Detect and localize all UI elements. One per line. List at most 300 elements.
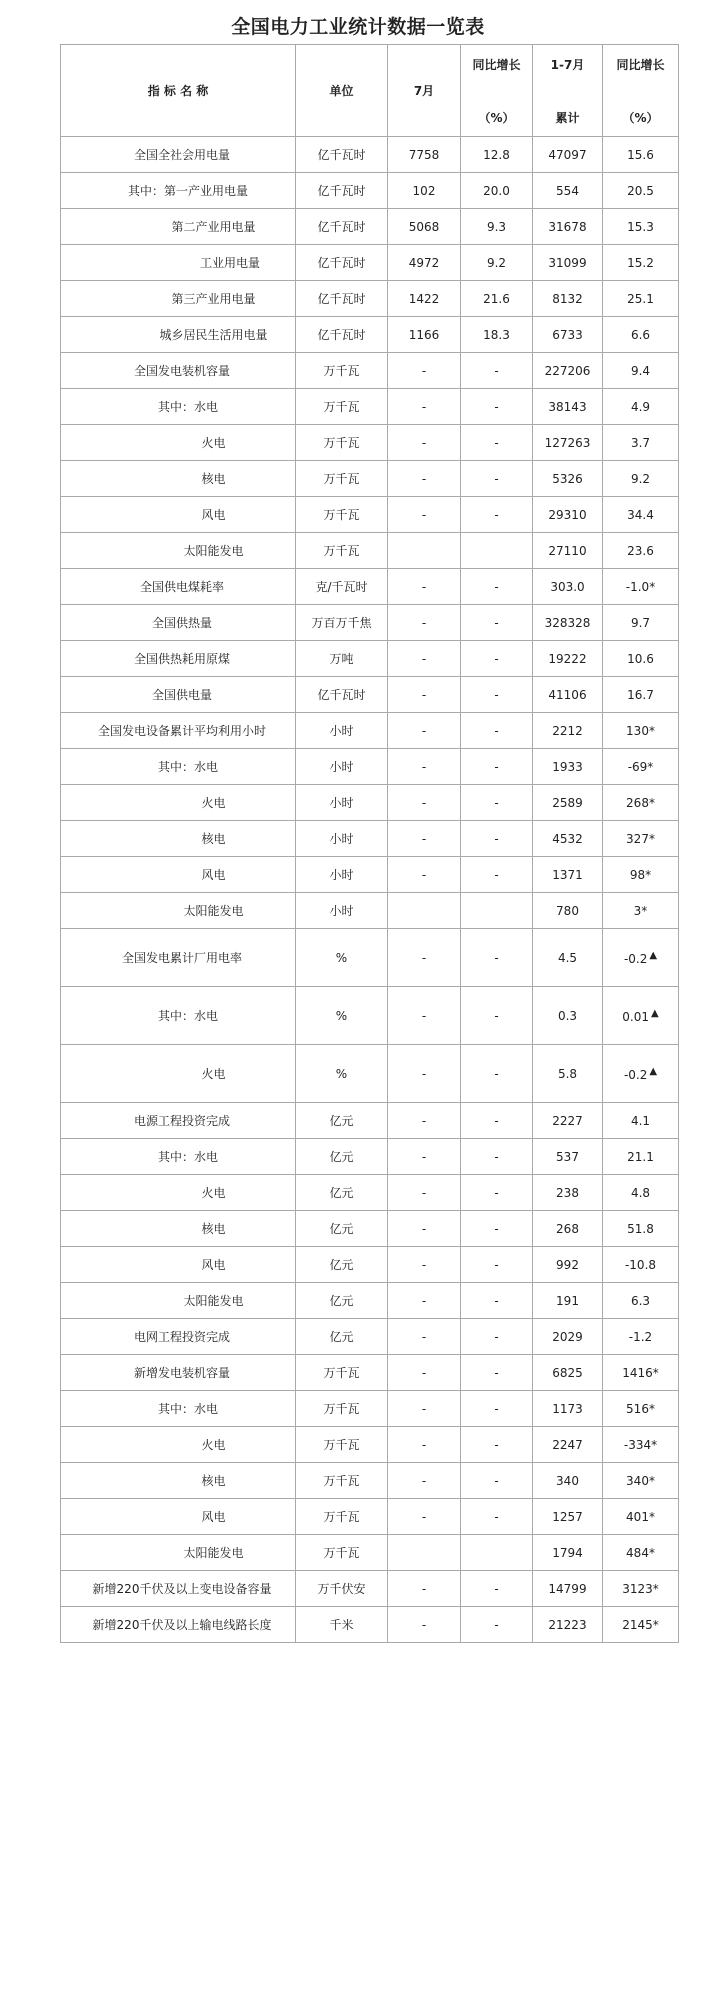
indicator-name-text: 全国发电累计厂用电率: [121, 951, 242, 965]
indicator-name-text: 全国供电量: [151, 688, 212, 702]
cumulative-yoy-value-text: 6.6: [630, 327, 651, 342]
table-row: [61, 1103, 679, 1139]
unit-cell-text: 亿元: [329, 1258, 354, 1272]
unit-cell-text: 万千瓦: [323, 400, 360, 414]
july-value: [388, 1139, 461, 1175]
cumulative-yoy-value: [603, 1283, 679, 1319]
header-cumulative-yoy-label: 同比增长: [616, 57, 665, 72]
july-yoy-value-text: 21.6: [483, 291, 510, 306]
july-yoy-value: [461, 317, 533, 353]
unit-cell: [296, 1247, 388, 1283]
july-value: [388, 641, 461, 677]
unit-cell-text: 亿千瓦时: [317, 328, 366, 342]
july-yoy-value-text: -: [494, 1473, 499, 1488]
header-july: 7月: [388, 45, 461, 137]
july-value: [388, 1045, 461, 1103]
unit-cell: [296, 353, 388, 389]
cumulative-value-text: 8132: [552, 291, 583, 306]
indicator-name-text: 其中：第一产业用电量: [127, 184, 248, 198]
july-yoy-value: [461, 425, 533, 461]
july-yoy-value: [461, 497, 533, 533]
cumulative-yoy-value-text: -334*: [623, 1437, 658, 1452]
july-yoy-value: [461, 1571, 533, 1607]
cumulative-yoy-value: [603, 857, 679, 893]
header-cumulative-period: 1-7月: [550, 57, 585, 72]
july-yoy-value: [461, 1103, 533, 1139]
unit-cell: [296, 987, 388, 1045]
table-body: [61, 137, 679, 1643]
cumulative-yoy-value: [603, 893, 679, 929]
july-yoy-value-text: -: [494, 687, 499, 702]
unit-cell-text: %: [335, 1008, 348, 1023]
july-value: [388, 1211, 461, 1247]
july-value-text: -: [421, 1149, 427, 1164]
july-value: [388, 1283, 461, 1319]
indicator-name: [61, 987, 296, 1045]
july-yoy-value-text: -: [494, 867, 499, 882]
indicator-name: [61, 1355, 296, 1391]
indicator-name: [61, 1571, 296, 1607]
july-value: [388, 497, 461, 533]
indicator-name-text: 太阳能发电: [183, 1294, 244, 1308]
july-yoy-value: [461, 1247, 533, 1283]
cumulative-yoy-value: [603, 713, 679, 749]
table-row: [61, 281, 679, 317]
july-yoy-value: [461, 785, 533, 821]
header-indicator-name: 指 标 名 称: [61, 45, 296, 137]
indicator-name-text: 火电: [201, 1438, 226, 1452]
unit-cell: [296, 749, 388, 785]
unit-cell-text: 小时: [329, 760, 354, 774]
table-row: [61, 1355, 679, 1391]
july-value-text: -: [421, 831, 427, 846]
cumulative-yoy-value-text: 340*: [626, 1473, 655, 1488]
header-july-yoy-label: 同比增长: [472, 57, 521, 72]
cumulative-yoy-value-text: 484*: [626, 1545, 655, 1560]
header-cumulative-label: 累计: [555, 110, 580, 125]
july-yoy-value: [461, 353, 533, 389]
indicator-name: [61, 1427, 296, 1463]
cumulative-value: [533, 137, 603, 173]
unit-cell: [296, 1211, 388, 1247]
july-value: [388, 713, 461, 749]
july-value: [388, 425, 461, 461]
july-yoy-value: [461, 137, 533, 173]
july-value-text: -: [421, 1329, 427, 1344]
cumulative-yoy-value: [603, 1211, 679, 1247]
indicator-name-text: 风电: [201, 1258, 226, 1272]
cumulative-value-text: 47097: [548, 147, 587, 162]
indicator-name: [61, 425, 296, 461]
july-value: [388, 1247, 461, 1283]
cumulative-yoy-value: [603, 461, 679, 497]
table-row: [61, 677, 679, 713]
cumulative-value-text: 268: [556, 1221, 579, 1236]
cumulative-value-text: 4532: [552, 831, 583, 846]
unit-cell-text: 万千伏安: [317, 1582, 366, 1596]
indicator-name: [61, 1391, 296, 1427]
cumulative-yoy-value: [603, 605, 679, 641]
table-row: [61, 857, 679, 893]
unit-cell: [296, 1175, 388, 1211]
indicator-name-text: 新增220千伏及以上输电线路长度: [92, 1618, 272, 1632]
unit-cell: [296, 1571, 388, 1607]
july-value: [388, 461, 461, 497]
unit-cell: [296, 497, 388, 533]
indicator-name-text: 火电: [201, 436, 226, 450]
unit-cell-text: 万千瓦: [323, 1474, 360, 1488]
unit-cell: [296, 317, 388, 353]
unit-cell-text: 万百万千焦: [311, 616, 372, 630]
indicator-name-text: 核电: [201, 832, 226, 846]
cumulative-value: [533, 605, 603, 641]
july-value: [388, 893, 461, 929]
unit-cell: [296, 1355, 388, 1391]
cumulative-value: [533, 821, 603, 857]
july-value: [388, 1391, 461, 1427]
cumulative-value-text: 1933: [552, 759, 583, 774]
indicator-name-text: 全国发电装机容量: [133, 364, 230, 378]
table-row: [61, 929, 679, 987]
unit-cell-text: 亿元: [329, 1330, 354, 1344]
july-yoy-value-text: -: [494, 723, 499, 738]
indicator-name: [61, 713, 296, 749]
cumulative-yoy-value-text: 3.7: [630, 435, 651, 450]
cumulative-yoy-value: [603, 137, 679, 173]
july-yoy-value: [461, 1283, 533, 1319]
table-row: [61, 1427, 679, 1463]
indicator-name: [61, 605, 296, 641]
indicator-name: [61, 749, 296, 785]
july-yoy-value-text: -: [494, 1066, 499, 1081]
cumulative-yoy-value-text: -0.2: [623, 951, 648, 966]
july-value-text: -: [421, 507, 427, 522]
july-yoy-value-text: -: [494, 579, 499, 594]
cumulative-value-text: 1794: [552, 1545, 583, 1560]
cumulative-value: [533, 641, 603, 677]
july-value: [388, 677, 461, 713]
cumulative-value: [533, 1319, 603, 1355]
cumulative-yoy-value-text: -1.0*: [625, 579, 656, 594]
july-value: [388, 987, 461, 1045]
table-row: [61, 569, 679, 605]
table-row: [61, 1175, 679, 1211]
table-row: [61, 245, 679, 281]
indicator-name: [61, 1283, 296, 1319]
july-value-text: -: [421, 435, 427, 450]
cumulative-yoy-value: [603, 209, 679, 245]
cumulative-value: [533, 1571, 603, 1607]
cumulative-yoy-value: [603, 749, 679, 785]
cumulative-yoy-value-text: 2145*: [622, 1617, 659, 1632]
july-yoy-value-text: 20.0: [483, 183, 510, 198]
july-value-text: -: [421, 1221, 427, 1236]
header-cumulative-yoy-unit: （%）: [622, 110, 659, 125]
july-value: [388, 929, 461, 987]
cumulative-value-text: 2029: [552, 1329, 583, 1344]
unit-cell: [296, 389, 388, 425]
unit-cell: [296, 1391, 388, 1427]
unit-cell: [296, 281, 388, 317]
cumulative-yoy-value: [603, 1607, 679, 1643]
july-value: [388, 1607, 461, 1643]
july-value-text: -: [421, 1113, 427, 1128]
cumulative-yoy-value-text: 3*: [633, 903, 648, 918]
cumulative-yoy-value: [603, 1319, 679, 1355]
header-cumulative-yoy: [603, 45, 679, 137]
july-yoy-value: [461, 245, 533, 281]
july-value-text: -: [421, 1401, 427, 1416]
cumulative-value-text: 2589: [552, 795, 583, 810]
cumulative-yoy-value: [603, 569, 679, 605]
cumulative-value-text: 31099: [548, 255, 587, 270]
cumulative-value-text: 127263: [544, 435, 591, 450]
indicator-name: [61, 1247, 296, 1283]
unit-cell-text: 千米: [329, 1618, 354, 1632]
table-row: [61, 389, 679, 425]
cumulative-value-text: 6733: [552, 327, 583, 342]
table-row: [61, 713, 679, 749]
cumulative-yoy-value: [603, 821, 679, 857]
indicator-name-text: 全国发电设备累计平均利用小时: [97, 724, 266, 738]
july-yoy-value: [461, 857, 533, 893]
cumulative-value: [533, 425, 603, 461]
cumulative-value-text: 6825: [552, 1365, 583, 1380]
unit-cell: [296, 173, 388, 209]
july-yoy-value: [461, 173, 533, 209]
july-value-text: -: [421, 471, 427, 486]
cumulative-value-text: 227206: [544, 363, 591, 378]
july-value: [388, 785, 461, 821]
july-value: [388, 137, 461, 173]
cumulative-value: [533, 1283, 603, 1319]
cumulative-yoy-value-text: 4.9: [630, 399, 651, 414]
unit-cell: [296, 1139, 388, 1175]
july-value-text: -: [421, 1293, 427, 1308]
cumulative-yoy-value: [603, 677, 679, 713]
july-yoy-value-text: -: [494, 651, 499, 666]
cumulative-yoy-value-text: 1416*: [622, 1365, 659, 1380]
cumulative-value: [533, 857, 603, 893]
indicator-name-text: 全国供电煤耗率: [139, 580, 224, 594]
indicator-name: [61, 1139, 296, 1175]
unit-cell-text: %: [335, 950, 348, 965]
table-row: [61, 1045, 679, 1103]
indicator-name-text: 风电: [201, 1510, 226, 1524]
indicator-name-text: 风电: [201, 868, 226, 882]
cumulative-value-text: 27110: [548, 543, 587, 558]
indicator-name: [61, 461, 296, 497]
unit-cell-text: 亿元: [329, 1186, 354, 1200]
unit-cell: [296, 569, 388, 605]
july-yoy-value-text: -: [494, 1221, 499, 1236]
july-value: [388, 281, 461, 317]
july-yoy-value-text: -: [494, 1365, 499, 1380]
july-yoy-value-text: -: [494, 1401, 499, 1416]
indicator-name-text: 太阳能发电: [183, 904, 244, 918]
unit-cell-text: 万千瓦: [323, 364, 360, 378]
cumulative-yoy-value: [603, 281, 679, 317]
july-yoy-value-text: -: [494, 1293, 499, 1308]
july-value-text: -: [421, 1365, 427, 1380]
cumulative-yoy-value-text: 4.8: [630, 1185, 651, 1200]
triangle-marker-icon: ▲: [649, 949, 658, 961]
july-yoy-value: [461, 1607, 533, 1643]
cumulative-yoy-value-text: 51.8: [627, 1221, 654, 1236]
july-yoy-value: [461, 1211, 533, 1247]
unit-cell: [296, 641, 388, 677]
unit-cell-text: 万吨: [329, 652, 354, 666]
indicator-name: [61, 245, 296, 281]
indicator-name-text: 其中：水电: [157, 400, 218, 414]
cumulative-yoy-value: [603, 929, 679, 987]
indicator-name-text: 其中：水电: [157, 1009, 218, 1023]
indicator-name-text: 核电: [201, 472, 226, 486]
cumulative-value: [533, 1211, 603, 1247]
indicator-name-text: 第三产业用电量: [171, 292, 256, 306]
triangle-marker-icon: ▲: [651, 1007, 659, 1019]
indicator-name: [61, 785, 296, 821]
table-row: [61, 1391, 679, 1427]
indicator-name-text: 火电: [201, 1067, 226, 1081]
cumulative-yoy-value: [603, 173, 679, 209]
unit-cell: [296, 1103, 388, 1139]
unit-cell: [296, 1045, 388, 1103]
indicator-name-text: 火电: [201, 1186, 226, 1200]
july-yoy-value-text: -: [494, 1257, 499, 1272]
unit-cell-text: 亿元: [329, 1150, 354, 1164]
indicator-name-text: 工业用电量: [199, 256, 260, 270]
unit-cell: [296, 245, 388, 281]
indicator-name-text: 第二产业用电量: [171, 220, 256, 234]
cumulative-value: [533, 1427, 603, 1463]
cumulative-value-text: 238: [556, 1185, 579, 1200]
unit-cell: [296, 785, 388, 821]
unit-cell-text: 万千瓦: [323, 472, 360, 486]
july-value-text: -: [421, 950, 427, 965]
july-yoy-value-text: -: [494, 795, 499, 810]
cumulative-yoy-value: [603, 317, 679, 353]
cumulative-value-text: 41106: [548, 687, 587, 702]
table-header-row: [61, 45, 679, 137]
unit-cell: [296, 1319, 388, 1355]
indicator-name: [61, 137, 296, 173]
indicator-name-text: 电网工程投资完成: [133, 1330, 230, 1344]
july-yoy-value-text: -: [494, 1581, 499, 1596]
cumulative-yoy-value-text: 268*: [626, 795, 655, 810]
cumulative-yoy-value: [603, 1499, 679, 1535]
cumulative-value: [533, 1391, 603, 1427]
cumulative-yoy-value: [603, 425, 679, 461]
july-yoy-value-text: -: [494, 507, 499, 522]
indicator-name: [61, 821, 296, 857]
cumulative-yoy-value-text: 15.3: [627, 219, 654, 234]
july-value-text: -: [421, 795, 427, 810]
july-yoy-value: [461, 929, 533, 987]
july-value: [388, 353, 461, 389]
table-row: [61, 209, 679, 245]
july-yoy-value-text: -: [494, 831, 499, 846]
cumulative-yoy-value-text: 4.1: [630, 1113, 651, 1128]
unit-cell-text: 小时: [329, 832, 354, 846]
cumulative-value: [533, 929, 603, 987]
july-yoy-value: [461, 1427, 533, 1463]
cumulative-value: [533, 569, 603, 605]
july-value: [388, 1427, 461, 1463]
july-yoy-value: [461, 749, 533, 785]
indicator-name-text: 其中：水电: [157, 1402, 218, 1416]
header-cumulative: [533, 45, 603, 137]
july-yoy-value-text: 18.3: [483, 327, 510, 342]
july-value: [388, 821, 461, 857]
july-yoy-value: [461, 1319, 533, 1355]
july-yoy-value: [461, 1045, 533, 1103]
unit-cell-text: 万千瓦: [323, 1366, 360, 1380]
table-row: [61, 785, 679, 821]
unit-cell-text: 亿千瓦时: [317, 256, 366, 270]
cumulative-yoy-value-text: 15.6: [627, 147, 654, 162]
cumulative-yoy-value: [603, 1139, 679, 1175]
cumulative-value-text: 5326: [552, 471, 583, 486]
unit-cell: [296, 821, 388, 857]
unit-cell-text: 小时: [329, 868, 354, 882]
indicator-name: [61, 1175, 296, 1211]
july-value: [388, 857, 461, 893]
cumulative-value-text: 992: [556, 1257, 579, 1272]
july-yoy-value: [461, 1175, 533, 1211]
indicator-name: [61, 317, 296, 353]
cumulative-value: [533, 533, 603, 569]
unit-cell-text: 亿千瓦时: [317, 220, 366, 234]
cumulative-yoy-value: [603, 533, 679, 569]
july-value-text: -: [421, 1473, 427, 1488]
indicator-name: [61, 857, 296, 893]
triangle-marker-icon: ▲: [649, 1065, 658, 1077]
cumulative-value-text: 4.5: [557, 950, 578, 965]
july-value: [388, 317, 461, 353]
cumulative-value-text: 2212: [552, 723, 583, 738]
july-value-text: -: [421, 1257, 427, 1272]
july-yoy-value: [461, 209, 533, 245]
table-row: [61, 1247, 679, 1283]
cumulative-yoy-value: [603, 1571, 679, 1607]
cumulative-value: [533, 1607, 603, 1643]
july-value-text: -: [421, 651, 427, 666]
july-yoy-value-text: -: [494, 435, 499, 450]
july-value-text: -: [421, 615, 427, 630]
table-row: [61, 1139, 679, 1175]
cumulative-value: [533, 987, 603, 1045]
july-yoy-value-text: -: [494, 1149, 499, 1164]
cumulative-value-text: 0.3: [557, 1008, 578, 1023]
july-yoy-value-text: -: [494, 1329, 499, 1344]
table-row: [61, 987, 679, 1045]
july-value-text: -: [421, 687, 427, 702]
july-yoy-value: [461, 1139, 533, 1175]
july-yoy-value-text: -: [494, 1437, 499, 1452]
indicator-name: [61, 173, 296, 209]
july-value-text: -: [421, 1185, 427, 1200]
cumulative-yoy-value-text: -69*: [627, 759, 654, 774]
table-row: [61, 353, 679, 389]
july-value: [388, 1355, 461, 1391]
july-value-text: -: [421, 1008, 427, 1023]
cumulative-value: [533, 713, 603, 749]
unit-cell: [296, 425, 388, 461]
indicator-name: [61, 1211, 296, 1247]
unit-cell-text: 万千瓦: [323, 1402, 360, 1416]
cumulative-value: [533, 461, 603, 497]
